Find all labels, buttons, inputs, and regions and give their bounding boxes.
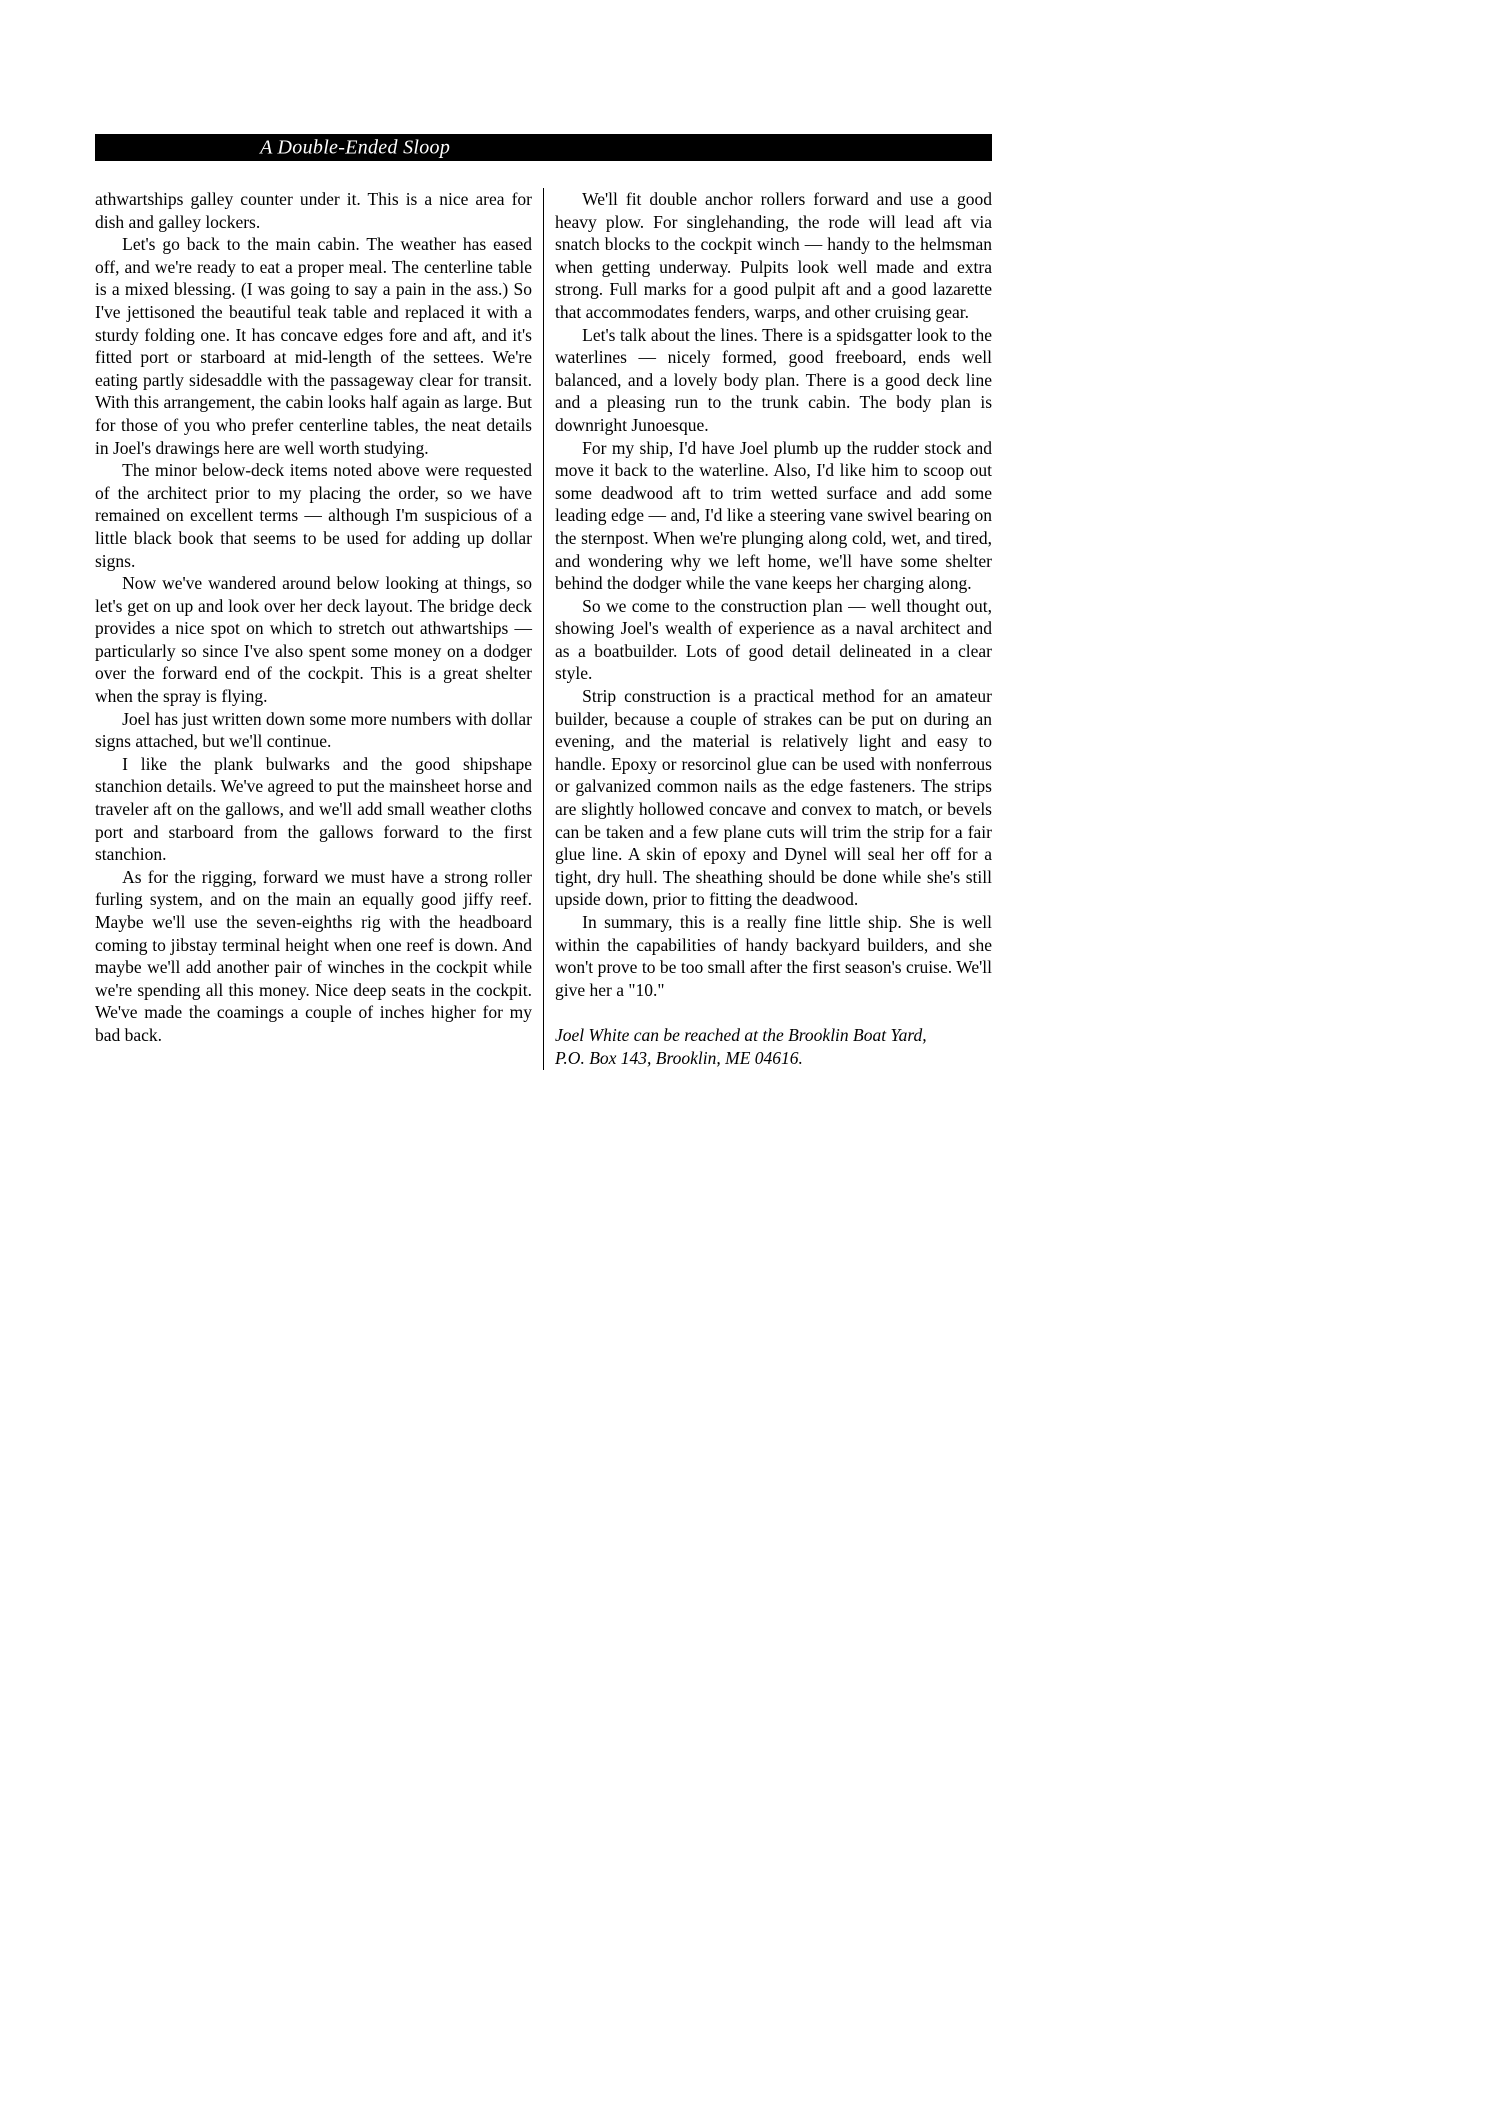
paragraph: So we come to the construction plan — well thought out, showing Joel's wealth of experience as a naval architect and as a boatbuilder. Lots of good detail delineated in a clear style. xyxy=(555,595,992,684)
paragraph: In summary, this is a really fine little ship. She is well within the capabilities of handy backyard builders, and she won't prove to be too small after the first season's cruise. We'll give her a "10." xyxy=(555,912,992,1000)
paragraph: Joel has just written down some more numbers with dollar signs attached, but we'll continue. xyxy=(95,708,532,752)
right-column-paragraphs xyxy=(555,188,992,1001)
article-title: A Double-Ended Sloop xyxy=(260,136,451,158)
paragraph: I like the plank bulwarks and the good shipshape stanchion details. We've agreed to put the mainsheet horse and traveler aft on the gallows, and we'll add small weather cloths port and starboard from the gallows forward to the first stanchion. xyxy=(95,753,532,865)
contact-note xyxy=(555,1024,992,1069)
column-right xyxy=(555,188,992,1070)
paragraph: Let's talk about the lines. There is a spidsgatter look to the waterlines — nicely formed, good freeboard, ends well balanced, and a lovely body plan. There is a good deck line and a pleasing run to the trunk cabin. The body plan is downright Junoesque. xyxy=(555,324,992,435)
paragraph: The minor below-deck items noted above were requested of the architect prior to my placing the order, so we have remained on excellent terms — although I'm suspicious of a little black book that seems to be used for adding up dollar signs. xyxy=(95,460,532,571)
contact-note-line-2: P.O. Box 143, Brooklin, ME 04616. xyxy=(555,1047,803,1068)
paragraph: Let's go back to the main cabin. The weather has eased off, and we're ready to eat a proper meal. The centerline table is a mixed blessing. (I was going to say a pain in the ass.) So I've jettisoned the beautiful teak table and replaced it with a sturdy folding one. It has concave edges fore and aft, and it's fitted port or starboard at mid-length of the settees. We're eating partly sidesaddle with the passageway clear for transit. With this arrangement, the cabin looks half again as large. But for those of you who prefer centerline tables, the neat details in Joel's drawings here are well worth studying. xyxy=(95,234,532,458)
left-column-paragraphs xyxy=(95,188,532,1047)
paragraph: For my ship, I'd have Joel plumb up the rudder stock and move it back to the waterline. Also, I'd like him to scoop out some deadwood aft to trim wetted surface and add some leading edge — and, I'd like a steering vane swivel bearing on the sternpost. When we're plunging along cold, wet, and tired, and wondering why we left home, we'll have some shelter behind the dodger while the vane keeps her charging along. xyxy=(555,437,992,594)
paragraph: As for the rigging, forward we must have a strong roller furling system, and on the main an equally good jiffy reef. Maybe we'll use the seven-eighths rig with the headboard coming to jibstay terminal height when one reef is down. And maybe we'll add another pair of winches in the cockpit while we're spending all this money. Nice deep seats in the cockpit. We've made the coamings a couple of inches higher for my bad back. xyxy=(95,866,532,1045)
column-left xyxy=(95,188,532,1070)
paragraph: Strip construction is a practical method for an amateur builder, because a couple of strakes can be put on during an evening, and the material is relatively light and easy to handle. Epoxy or resorcinol glue can be used with nonferrous or galvanized common nails as the edge fasteners. The strips are slightly hollowed concave and convex to match, or bevels can be taken and a few plane cuts will trim the strip for a fair glue line. A skin of epoxy and Dynel will seal her off for a tight, dry hull. The sheathing should be done while she's still upside down, prior to fitting the deadwood. xyxy=(555,686,992,910)
page-header-bar xyxy=(95,134,992,161)
column-divider-rule xyxy=(543,188,544,1070)
article-columns xyxy=(95,188,992,1070)
document-page xyxy=(95,134,992,1070)
paragraph: We'll fit double anchor rollers forward and use a good heavy plow. For singlehanding, the rode will lead aft via snatch blocks to the cockpit winch — handy to the helmsman when getting underway. Pulpits look well made and extra strong. Full marks for a good pulpit aft and a good lazarette that accommodates fenders, warps, and other cruising gear. xyxy=(555,189,992,322)
paragraph: Now we've wandered around below looking at things, so let's get on up and look over her deck layout. The bridge deck provides a nice spot on which to stretch out athwartships — particularly so since I've also spent some money on a dodger over the forward end of the cockpit. This is a great shelter when the spray is flying. xyxy=(95,573,532,707)
contact-note-line-1: Joel White can be reached at the Brooklin Boat Yard, xyxy=(555,1025,927,1046)
paragraph: athwartships galley counter under it. This is a nice area for dish and galley lockers. xyxy=(95,189,532,232)
